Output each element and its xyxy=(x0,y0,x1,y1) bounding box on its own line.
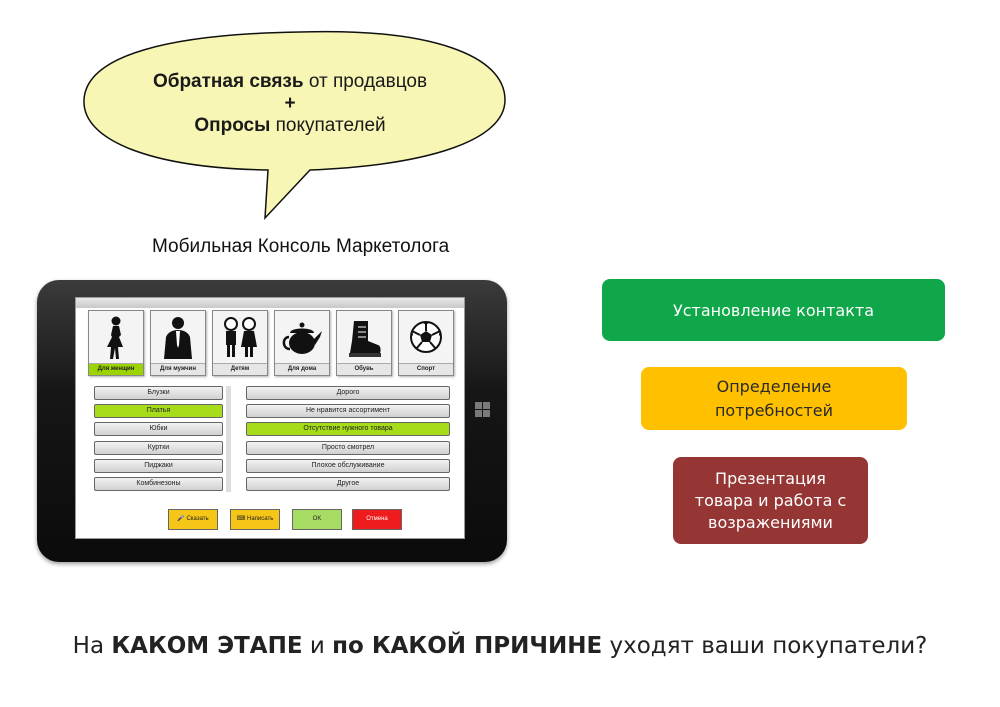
reason-item[interactable]: Другое xyxy=(246,477,450,491)
teapot-icon xyxy=(282,315,322,361)
stage-contact xyxy=(602,279,945,341)
reason-item[interactable]: Отсутствие нужного товара xyxy=(246,422,450,436)
stage-needs-line-2: потребностей xyxy=(714,400,834,420)
category-label: Для женщин xyxy=(89,363,143,375)
bubble-line-1: Обратная связь от продавцов xyxy=(152,71,428,92)
bubble-plus: + xyxy=(284,93,296,114)
boot-icon xyxy=(344,315,384,361)
stage-contact-label: Установление контакта xyxy=(672,300,875,320)
stage-presentation-line-2: товара и работа с xyxy=(694,490,847,510)
category-women[interactable] xyxy=(88,310,144,376)
reason-item[interactable]: Не нравится ассортимент xyxy=(246,404,450,418)
microphone-icon: 🎤 xyxy=(177,516,185,522)
category-kids[interactable] xyxy=(212,310,268,376)
stage-presentation-line-1: Презентация xyxy=(715,468,826,488)
windows-logo-icon[interactable] xyxy=(475,402,491,418)
category-label: Для мужчин xyxy=(151,363,205,375)
woman-icon xyxy=(96,315,136,361)
category-sport[interactable] xyxy=(398,310,454,376)
say-button[interactable]: 🎤 Сказать xyxy=(168,509,218,530)
man-icon xyxy=(158,315,198,361)
ball-icon xyxy=(406,315,446,361)
stage-presentation xyxy=(673,457,868,544)
screen-header xyxy=(76,298,464,308)
keyboard-icon: ⌨ xyxy=(236,516,246,522)
reason-item[interactable]: Просто смотрел xyxy=(246,441,450,455)
bubble-line-3: Опросы покупателей xyxy=(194,115,386,136)
reason-item[interactable]: Дорого xyxy=(246,386,450,400)
category-label: Детям xyxy=(213,363,267,375)
console-caption: Мобильная Консоль Маркетолога xyxy=(152,236,450,257)
product-item[interactable]: Юбки xyxy=(94,422,223,436)
cancel-button[interactable]: Отмена xyxy=(352,509,402,530)
question-text: На КАКОМ ЭТАПЕ и по КАКОЙ ПРИЧИНЕ уходят ваши покупатели? xyxy=(72,633,928,659)
product-item[interactable]: Платья xyxy=(94,404,223,418)
stage-needs-line-1: Определение xyxy=(716,376,832,396)
children-icon xyxy=(220,315,260,361)
category-label: Для дома xyxy=(275,363,329,375)
product-item[interactable]: Куртки xyxy=(94,441,223,455)
stage-needs xyxy=(641,367,907,430)
product-item[interactable]: Комбинезоны xyxy=(94,477,223,491)
category-shoes[interactable] xyxy=(336,310,392,376)
product-item[interactable]: Блузки xyxy=(94,386,223,400)
category-men[interactable] xyxy=(150,310,206,376)
category-home[interactable] xyxy=(274,310,330,376)
tablet-screen xyxy=(75,297,465,539)
category-label: Обувь xyxy=(337,363,391,375)
product-item[interactable]: Пиджаки xyxy=(94,459,223,473)
ok-button[interactable]: OK xyxy=(292,509,342,530)
category-label: Спорт xyxy=(399,363,453,375)
reason-item[interactable]: Плохое обслуживание xyxy=(246,459,450,473)
write-button[interactable]: ⌨ Написать xyxy=(230,509,280,530)
stage-presentation-line-3: возражениями xyxy=(708,512,833,532)
product-scrollbar[interactable] xyxy=(226,386,231,492)
